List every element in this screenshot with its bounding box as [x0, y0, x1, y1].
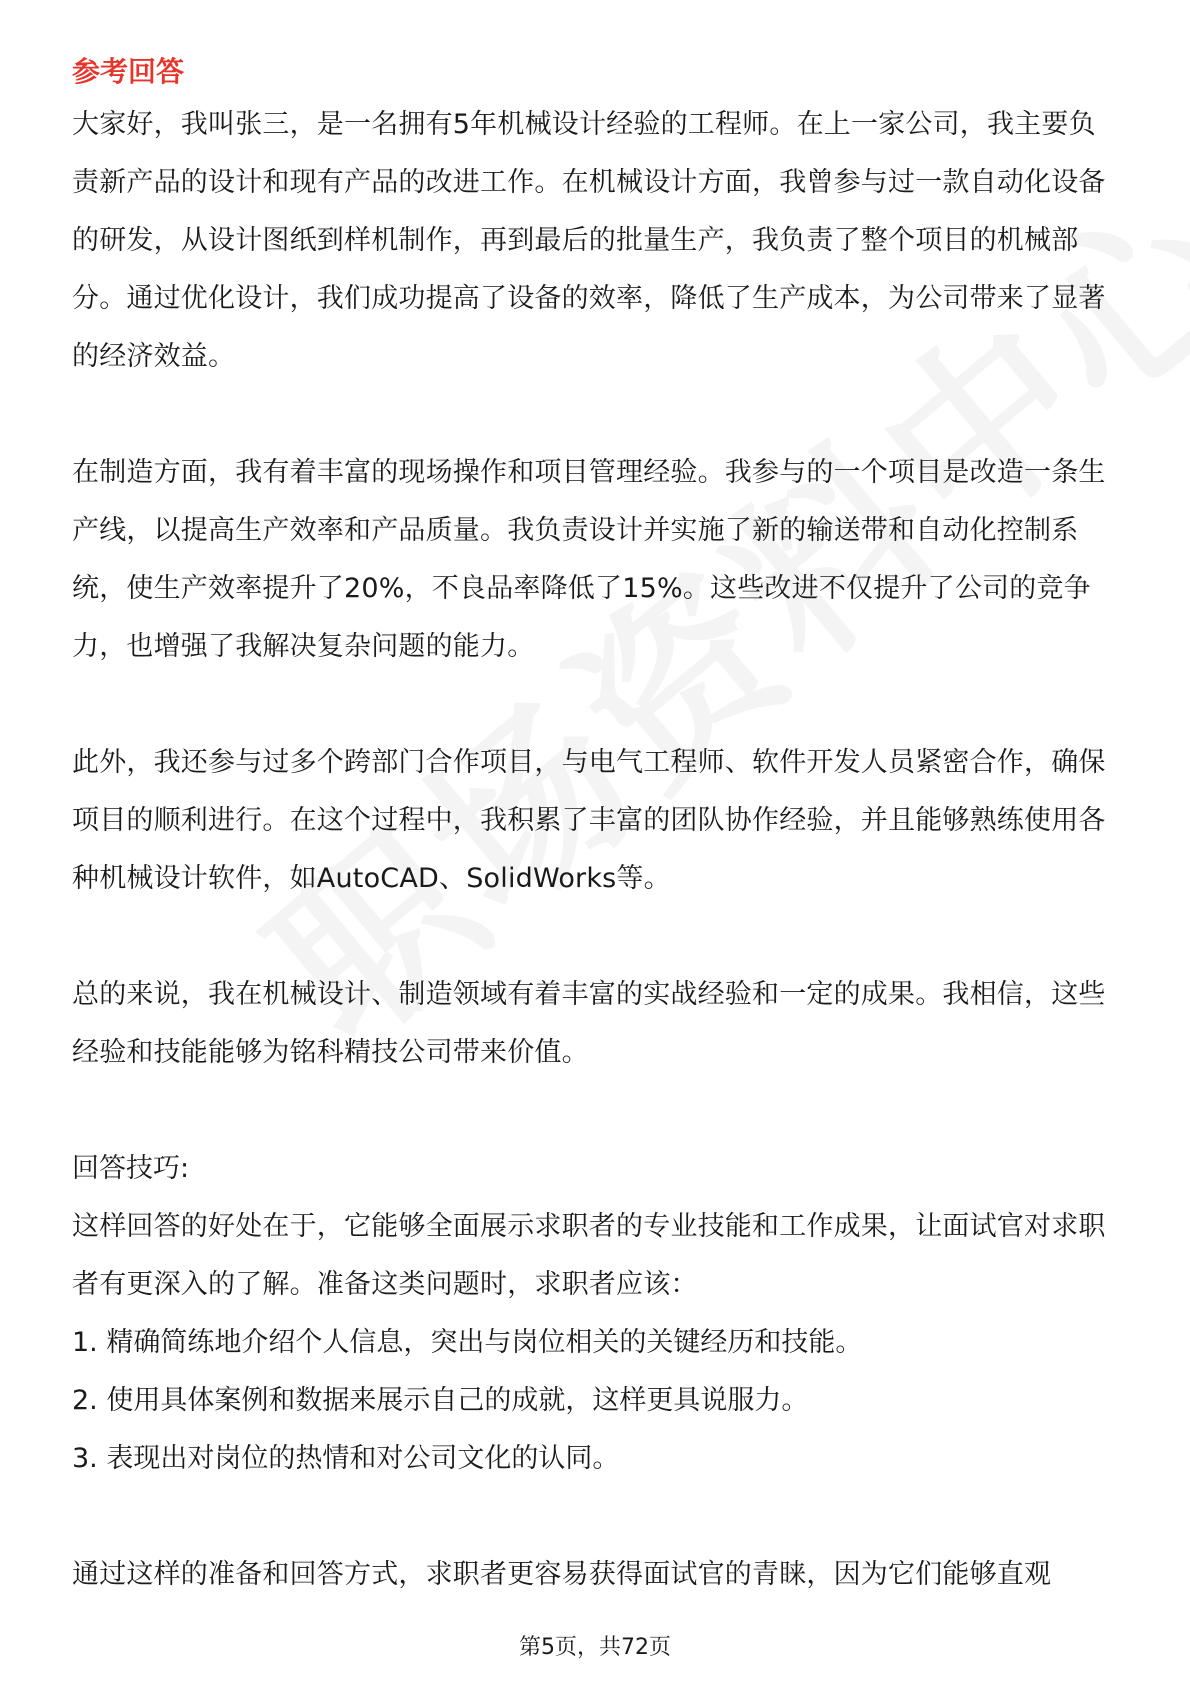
content: [72, 48, 1122, 1604]
tips-closing: 通过这样的准备和回答方式，求职者更容易获得面试官的青睐，因为它们能够直观: [72, 1559, 1052, 1590]
answer-paragraph-3: 此外，我还参与过多个跨部门合作项目，与电气工程师、软件开发人员紧密合作，确保项目的顺利进行。在这个过程中，我积累了丰富的团队协作经验，并且能够熟练使用各种机械设计软件，如AutoCAD、SolidWorks等。: [72, 747, 1106, 894]
tips-list: [72, 1314, 1122, 1488]
answer-paragraph-4: 总的来说，我在机械设计、制造领域有着丰富的实战经验和一定的成果。我相信，这些经验和技能能够为铭科精技公司带来价值。: [72, 979, 1106, 1068]
section-heading: 参考回答: [72, 55, 185, 88]
tips-item-3: 3. 表现出对岗位的热情和对公司文化的认同。: [72, 1443, 620, 1474]
answer-paragraph-1: 大家好，我叫张三，是一名拥有5年机械设计经验的工程师。在上一家公司，我主要负责新产品的设计和现有产品的改进工作。在机械设计方面，我曾参与过一款自动化设备的研发，从设计图纸到样机制作，再到最后的批量生产，我负责了整个项目的机械部分。通过优化设计，我们成功提高了设备的效率，降低了生产成本，为公司带来了显著的经济效益。: [72, 109, 1106, 372]
page-footer: 第5页，共72页: [519, 1635, 671, 1660]
answer-paragraph-2: 在制造方面，我有着丰富的现场操作和项目管理经验。我参与的一个项目是改造一条生产线，以提高生产效率和产品质量。我负责设计并实施了新的输送带和自动化控制系统，使生产效率提升了20%，不良品率降低了15%。这些改进不仅提升了公司的竞争力，也增强了我解决复杂问题的能力。: [72, 457, 1106, 662]
tips-item-2: 2. 使用具体案例和数据来展示自己的成就，这样更具说服力。: [72, 1385, 809, 1416]
tips-intro: 这样回答的好处在于，它能够全面展示求职者的专业技能和工作成果，让面试官对求职者有更深入的了解。准备这类问题时，求职者应该：: [72, 1211, 1106, 1300]
tips-label: 回答技巧:: [72, 1153, 190, 1184]
tips-item-1: 1. 精确简练地介绍个人信息，突出与岗位相关的关键经历和技能。: [72, 1327, 863, 1358]
